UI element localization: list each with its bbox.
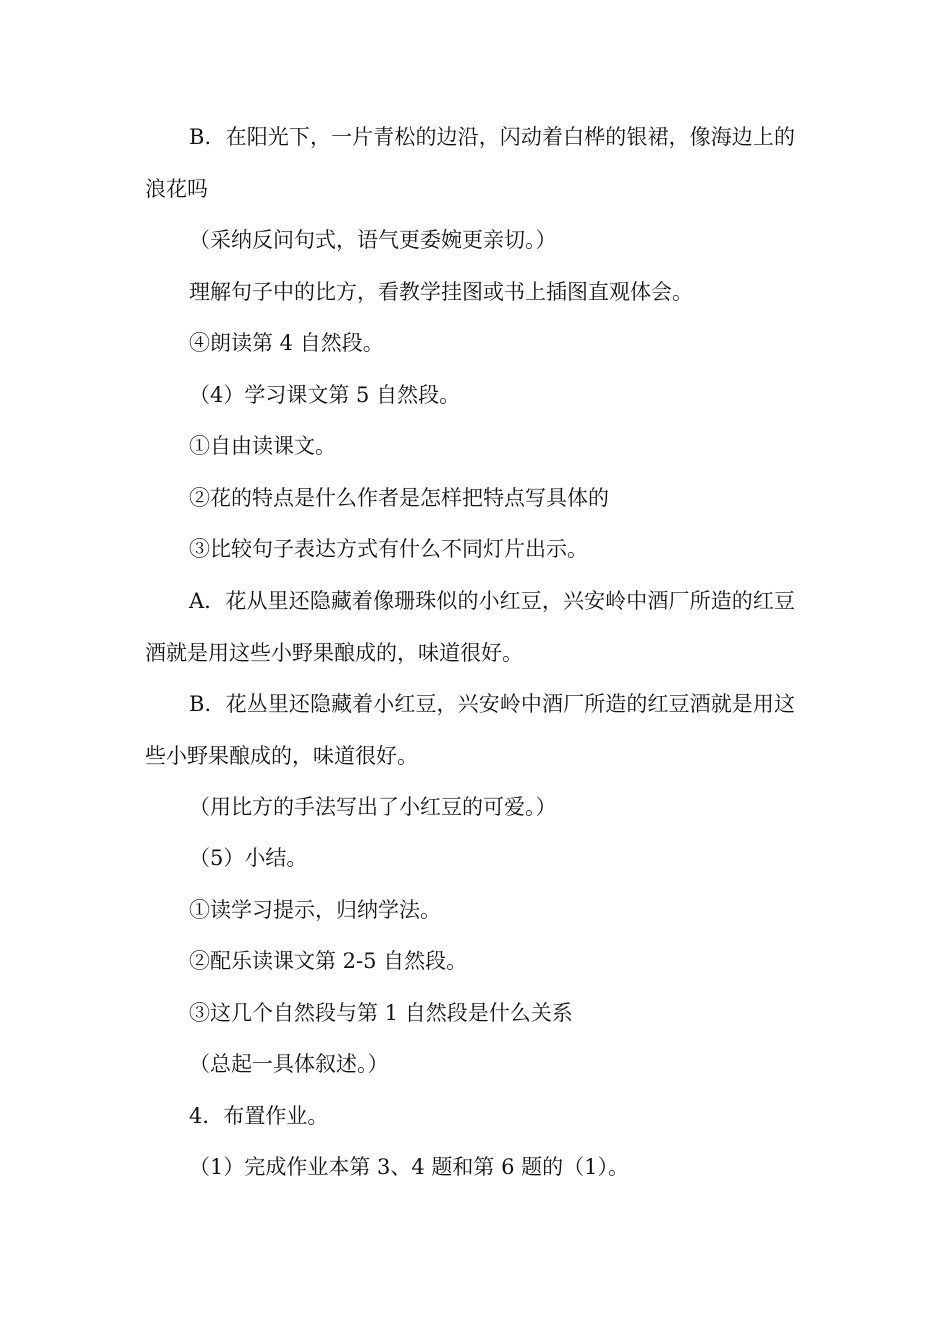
- paragraph-a-red-beans: A．花从里还隐藏着像珊珠似的小红豆，兴安岭中酒厂所造的红豆酒就是用这些小野果酿成的，味道很好。: [145, 589, 795, 665]
- paragraph-b-red-beans: B．花丛里还隐藏着小红豆，兴安岭中酒厂所造的红豆酒就是用这些小野果酿成的，味道很好。: [145, 692, 795, 768]
- paragraph-homework-item-1: （1）完成作业本第 3、4 题和第 6 题的（1）。: [189, 1155, 630, 1179]
- paragraph-summary-heading: （5）小结。: [189, 846, 308, 870]
- paragraph-homework-heading: 4．布置作业。: [189, 1104, 329, 1128]
- paragraph-b-sunlight: B．在阳光下，一片青松的边沿，闪动着白桦的银裙，像海边上的浪花吗: [145, 125, 795, 201]
- paragraph-read-section-4: ④朗读第 4 自然段。: [189, 331, 384, 355]
- paragraph-relationship-question: ③这几个自然段与第 1 自然段是什么关系: [189, 1001, 573, 1025]
- paragraph-read-tips: ①读学习提示，归纳学法。: [189, 898, 441, 922]
- paragraph-flower-features: ②花的特点是什么作者是怎样把特点写具体的: [189, 486, 609, 510]
- paragraph-metaphor-note: （用比方的手法写出了小红豆的可爱。）: [189, 795, 557, 819]
- paragraph-free-reading: ①自由读课文。: [189, 434, 336, 458]
- paragraph-study-section-5: （4）学习课文第 5 自然段。: [189, 383, 461, 407]
- paragraph-understand-metaphor: 理解句子中的比方，看教学挂图或书上插图直观体会。: [189, 280, 693, 304]
- paragraph-music-reading: ②配乐读课文第 2-5 自然段。: [189, 949, 468, 973]
- paragraph-compare-sentences: ③比较句子表达方式有什么不同灯片出示。: [189, 537, 588, 561]
- paragraph-rhetorical-note: （采纳反问句式，语气更委婉更亲切。）: [189, 228, 557, 252]
- paragraph-relationship-answer: （总起一具体叙述。）: [189, 1052, 389, 1076]
